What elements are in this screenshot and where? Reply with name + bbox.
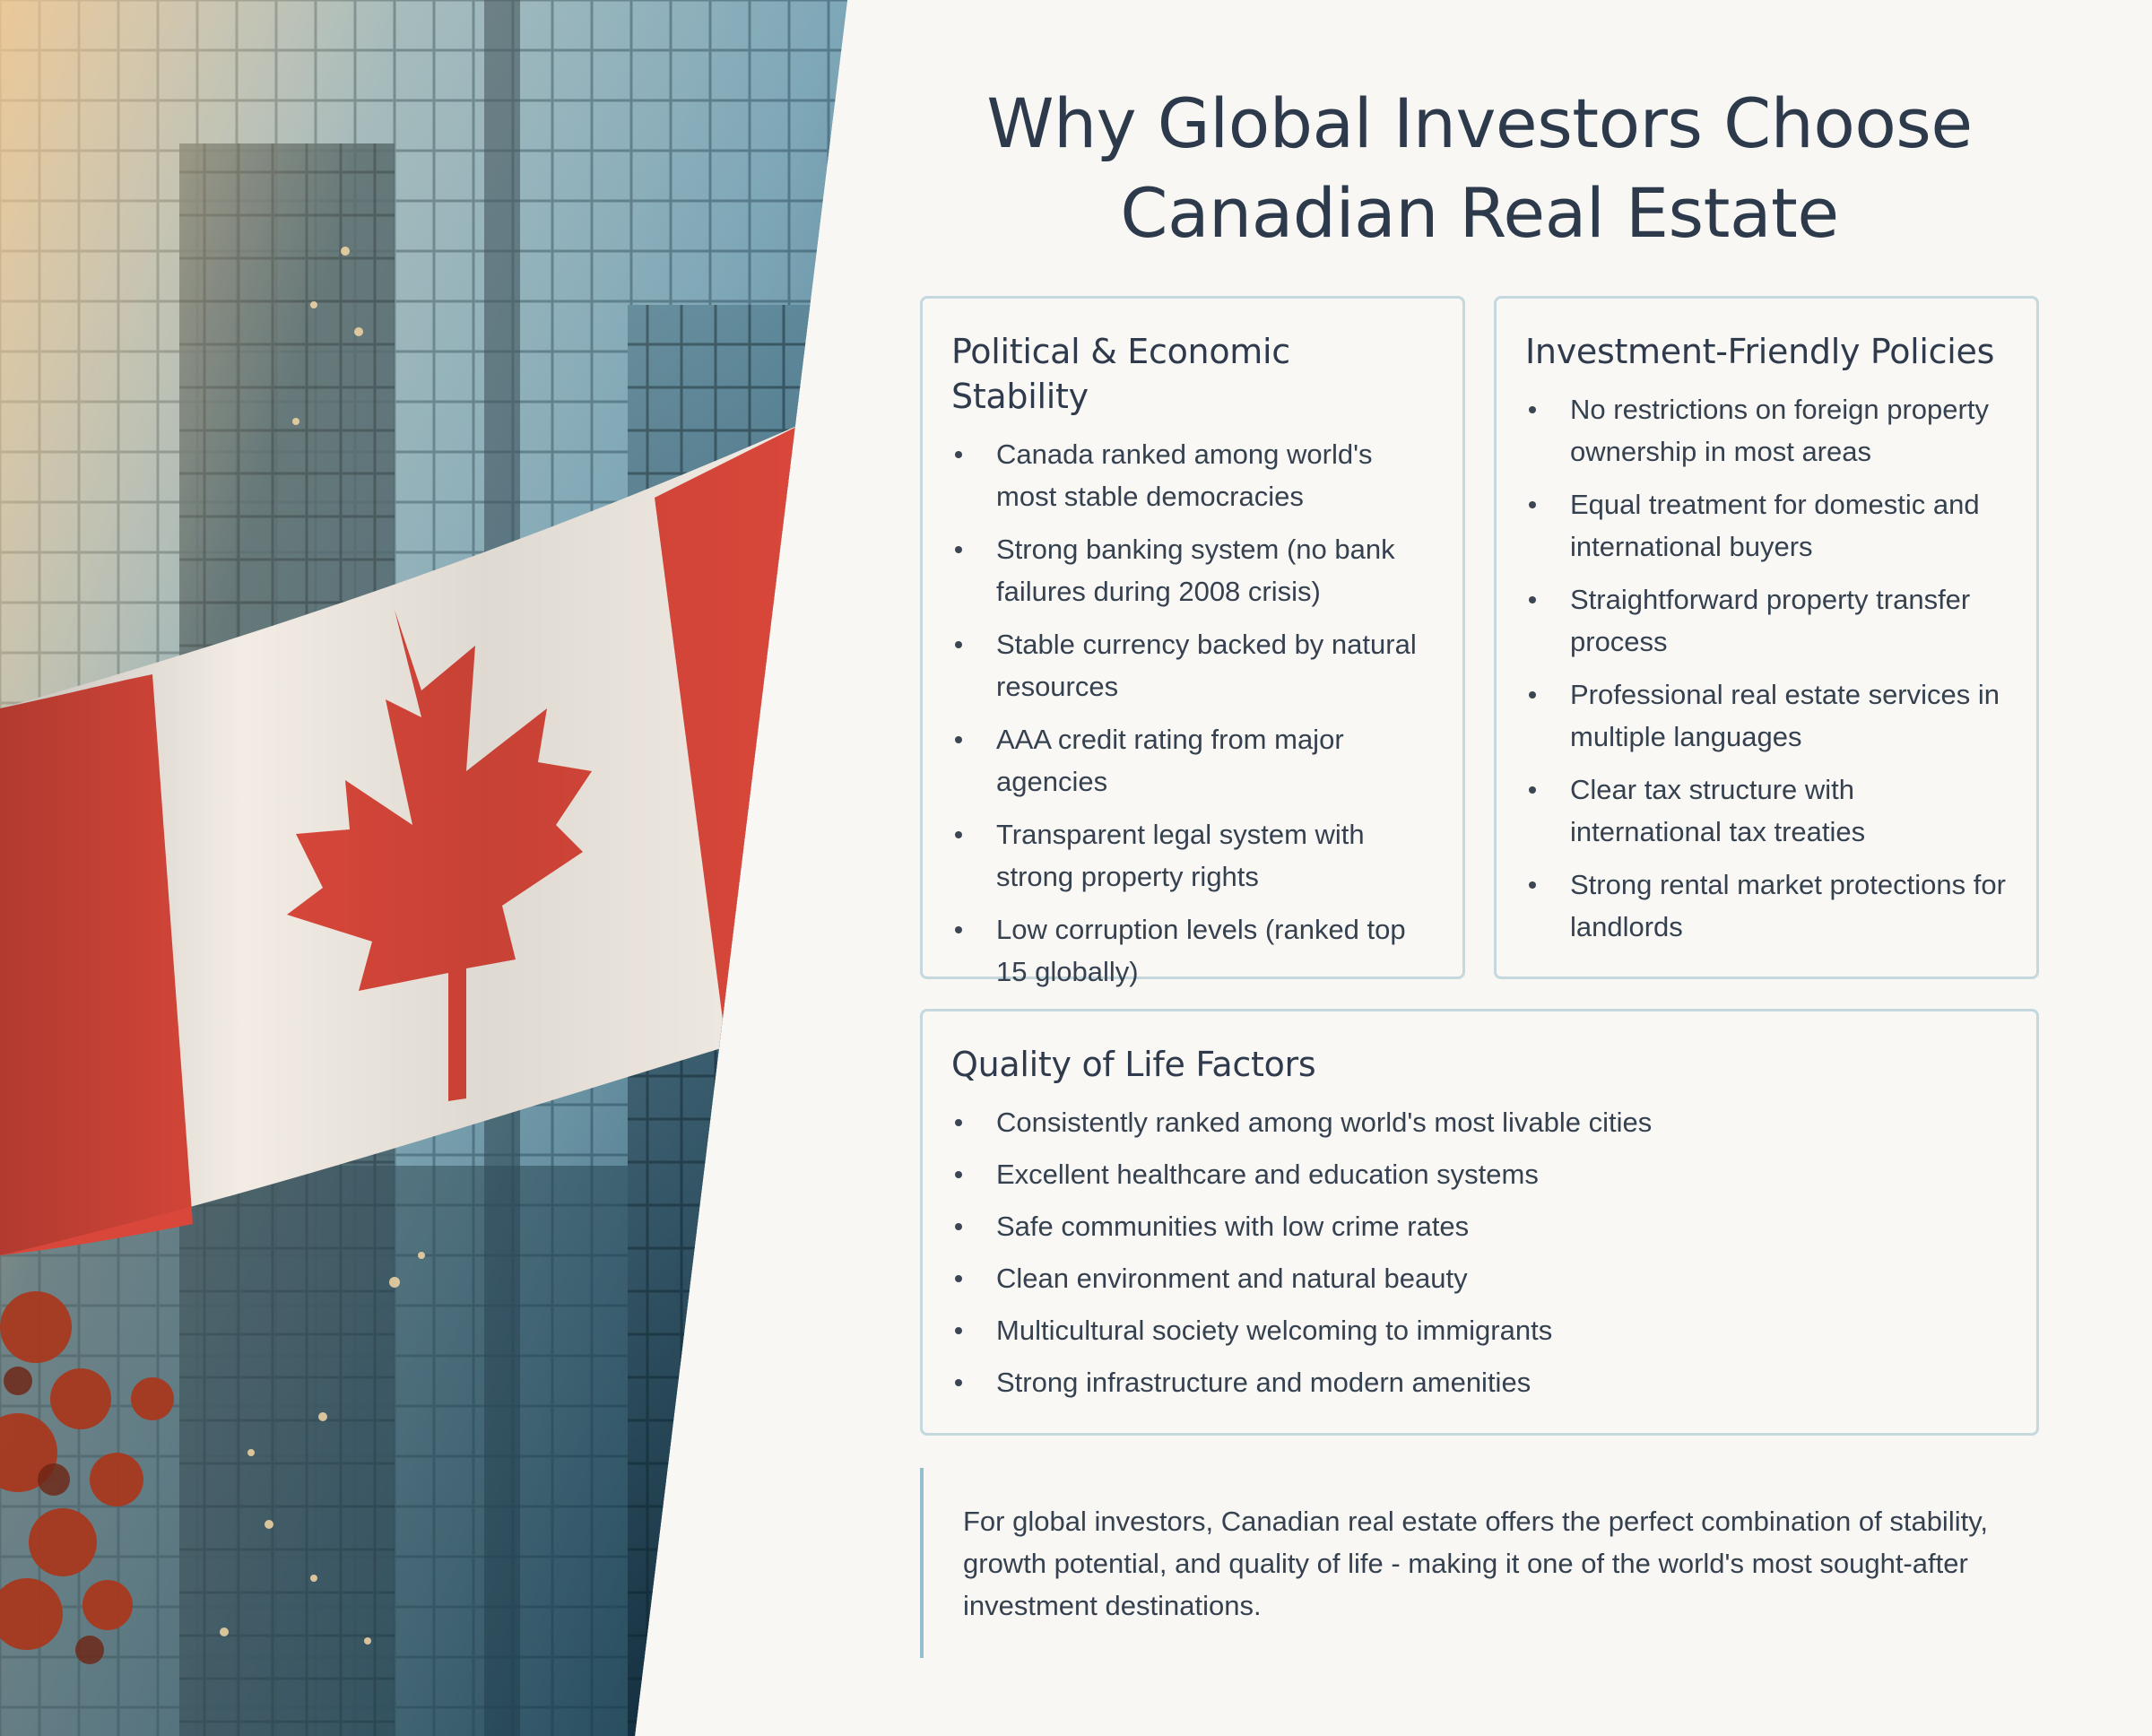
list-item: Multicultural society welcoming to immigrants (951, 1309, 2009, 1351)
list-item: Professional real estate services in multiple languages (1525, 673, 2009, 758)
list-item: Clear tax structure with international tax treaties (1525, 768, 2009, 853)
page-title (897, 79, 2062, 258)
list-item: Strong infrastructure and modern amenities (951, 1361, 2009, 1403)
bullet-list (951, 433, 1436, 993)
list-item: Consistently ranked among world's most livable cities (951, 1101, 2009, 1143)
card-heading: Investment-Friendly Policies (1525, 332, 1995, 371)
list-item: Canada ranked among world's most stable democracies (951, 433, 1436, 517)
list-item: Stable currency backed by natural resources (951, 623, 1436, 707)
card-heading: Political & Economic Stability (951, 332, 1290, 416)
card-heading: Quality of Life Factors (951, 1045, 1316, 1084)
page-title-line-2: Canadian Real Estate (1120, 173, 1839, 253)
list-item: Low corruption levels (ranked top 15 globally) (951, 908, 1436, 993)
card-quality-of-life-factors (920, 1009, 2039, 1436)
closing-statement: For global investors, Canadian real estate offers the perfect combination of stability, growth potential, and quality of life - making it one of the world's most sought-after investment destinations. (920, 1468, 2039, 1658)
list-item: Excellent healthcare and education systems (951, 1153, 2009, 1195)
list-item: Straightforward property transfer process (1525, 578, 2009, 663)
list-item: AAA credit rating from major agencies (951, 718, 1436, 803)
card-investment-friendly-policies (1494, 296, 2039, 979)
bullet-list (951, 1101, 2009, 1403)
list-item: Safe communities with low crime rates (951, 1205, 2009, 1247)
canada-flag-icon (0, 0, 852, 1736)
page-title-line-1: Why Global Investors Choose (986, 83, 1973, 163)
list-item: Equal treatment for domestic and international buyers (1525, 483, 2009, 568)
list-item: Strong banking system (no bank failures during 2008 crisis) (951, 528, 1436, 612)
list-item: Strong rental market protections for landlords (1525, 864, 2009, 948)
list-item: No restrictions on foreign property ownership in most areas (1525, 388, 2009, 473)
list-item: Clean environment and natural beauty (951, 1257, 2009, 1299)
hero-image (0, 0, 852, 1736)
card-political-economic-stability (920, 296, 1465, 987)
list-item: Transparent legal system with strong property rights (951, 813, 1436, 898)
bullet-list (1525, 388, 2009, 948)
